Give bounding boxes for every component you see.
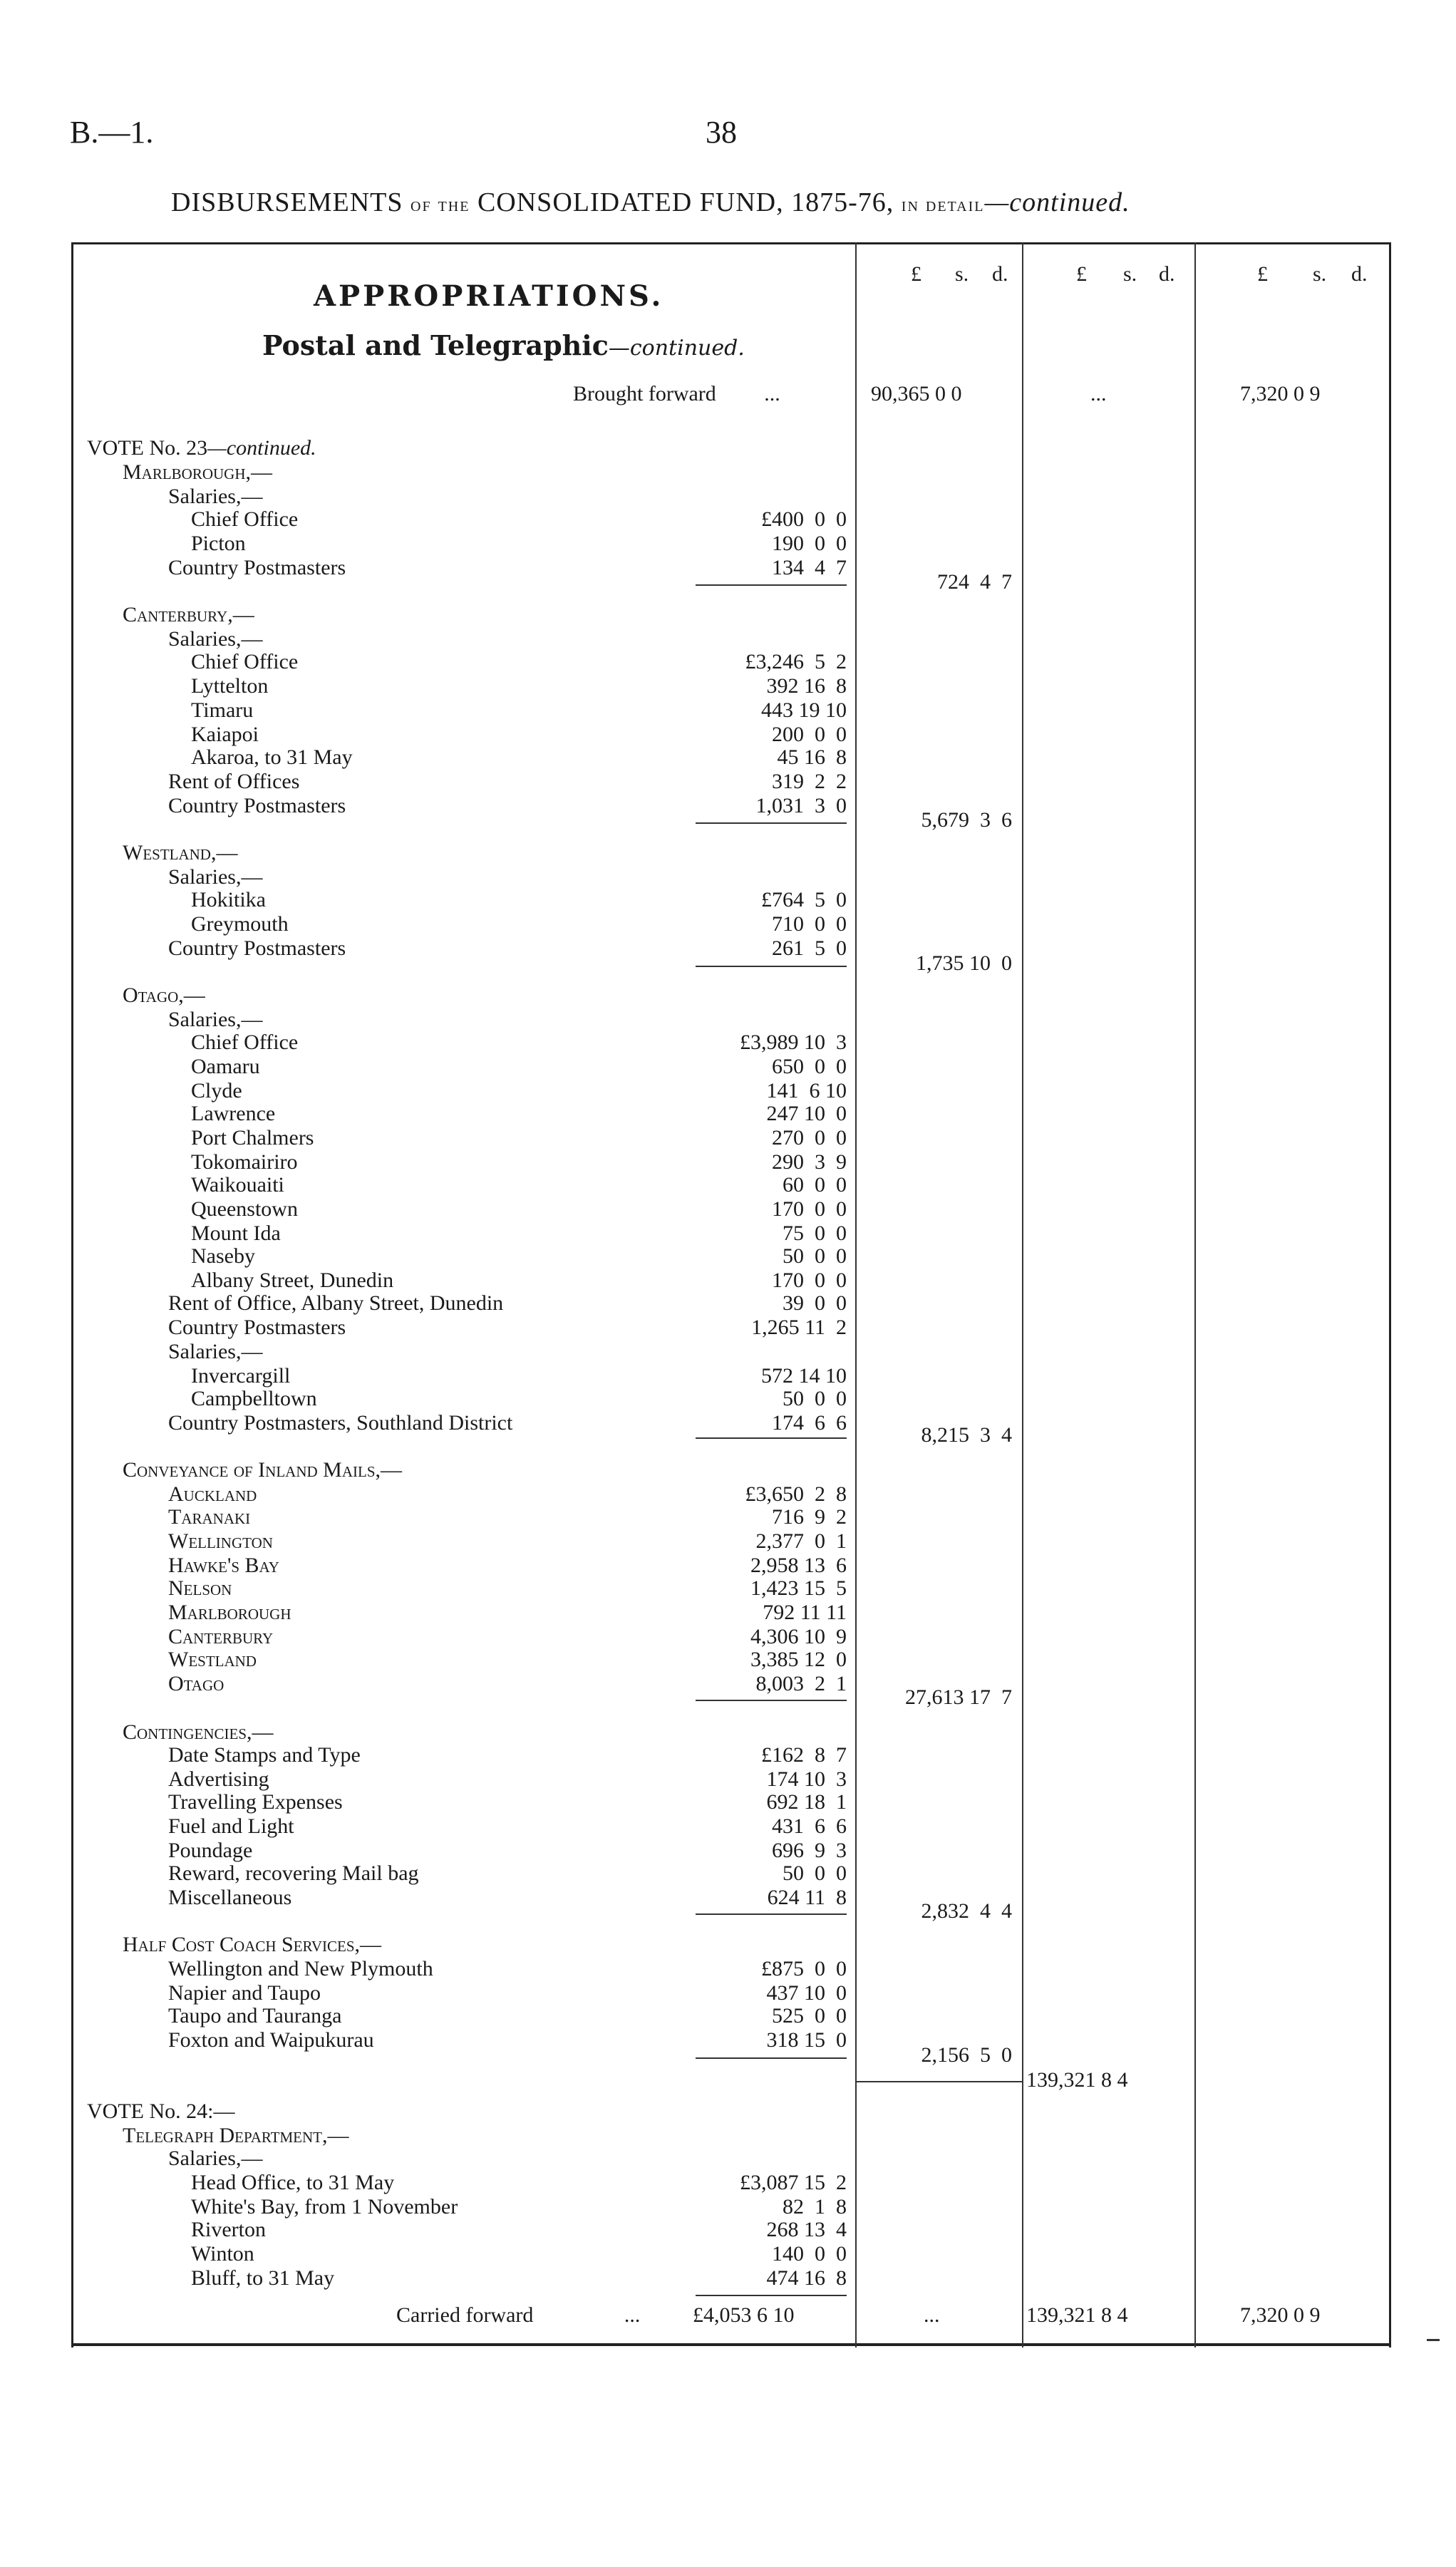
line-amount: £3,087 15 2: [740, 2171, 847, 2194]
subtotal-value: 724 4 7: [937, 570, 1012, 594]
line-label: Albany Street, Dunedin: [191, 1269, 394, 1292]
line-amount: 270 0 0: [772, 1126, 847, 1150]
line-label: Salaries,—: [168, 865, 263, 889]
line-label: Taranaki: [168, 1505, 251, 1529]
col2-pence-header: d.: [1159, 262, 1175, 286]
title-continued: —continued.: [984, 187, 1130, 217]
line-amount: 170 0 0: [772, 1269, 847, 1292]
line-label: Winton: [191, 2242, 254, 2266]
line-label: Country Postmasters: [168, 556, 346, 579]
line-label: VOTE No. 24:—: [87, 2099, 235, 2123]
line-label: Conveyance of Inland Mails,—: [123, 1458, 403, 1482]
line-amount: 60 0 0: [783, 1173, 847, 1197]
line-label: Telegraph Department,—: [123, 2124, 349, 2147]
line-amount: 1,265 11 2: [751, 1316, 847, 1339]
line-label: Fuel and Light: [168, 1814, 294, 1838]
brought-forward-col1: 90,365 0 0: [871, 382, 962, 406]
rule-westland: [696, 966, 847, 967]
line-amount: 650 0 0: [772, 1055, 847, 1078]
line-label: VOTE No. 23—continued.: [87, 436, 316, 460]
line-label: Rent of Office, Albany Street, Dunedin: [168, 1291, 504, 1315]
line-amount: 431 6 6: [772, 1814, 847, 1838]
carried-forward-col3: 7,320 0 9: [1240, 2303, 1321, 2327]
line-label: Canterbury: [168, 1625, 274, 1648]
line-amount: 696 9 3: [772, 1839, 847, 1862]
subtotal-value: 5,679 3 6: [921, 808, 1012, 832]
rule-canterbury: [696, 822, 847, 824]
rule-contingencies: [696, 1913, 847, 1915]
line-amount: 1,423 15 5: [750, 1576, 847, 1600]
line-label: Campbelltown: [191, 1387, 317, 1410]
line-label: Date Stamps and Type: [168, 1743, 361, 1767]
line-amount: 39 0 0: [783, 1291, 847, 1315]
line-amount: £3,650 2 8: [745, 1482, 847, 1506]
title-main: DISBURSEMENTS: [171, 187, 403, 217]
line-label: Head Office, to 31 May: [191, 2171, 395, 2194]
rule-marlborough: [696, 584, 847, 586]
line-amount: 710 0 0: [772, 912, 847, 936]
line-label: Half Cost Coach Services,—: [123, 1933, 382, 1956]
carried-forward-col1: ...: [924, 2303, 940, 2327]
line-amount: 474 16 8: [766, 2266, 847, 2290]
line-label: Clyde: [191, 1079, 242, 1102]
line-label: Country Postmasters: [168, 794, 346, 817]
brought-forward-col3: 7,320 0 9: [1240, 382, 1321, 406]
line-label: Lawrence: [191, 1102, 276, 1125]
line-amount: 572 14 10: [761, 1364, 847, 1388]
line-label: Waikouaiti: [191, 1173, 284, 1197]
carried-forward-amount: £4,053 6 10: [693, 2303, 795, 2327]
line-label: Lyttelton: [191, 674, 269, 698]
line-amount: 792 11 11: [763, 1601, 847, 1624]
col2-shilling-header: s.: [1123, 262, 1137, 286]
line-label: Salaries,—: [168, 627, 263, 651]
line-label: Oamaru: [191, 1055, 260, 1078]
line-amount: 141 6 10: [766, 1079, 847, 1102]
line-amount: 75 0 0: [783, 1221, 847, 1245]
line-label: Wellington: [168, 1529, 273, 1553]
line-amount: 2,958 13 6: [750, 1554, 847, 1577]
rule-vote23-total: [855, 2081, 1023, 2082]
line-label: Country Postmasters, Southland District: [168, 1411, 513, 1435]
section-heading: APPROPRIATIONS.: [314, 279, 664, 313]
carried-forward-col2: 139,321 8 4: [1026, 2303, 1128, 2327]
line-label: Country Postmasters: [168, 936, 346, 960]
line-label: Akaroa, to 31 May: [191, 745, 353, 769]
line-amount: 437 10 0: [766, 1981, 847, 2005]
line-label: Queenstown: [191, 1197, 298, 1221]
col3-shilling-header: s.: [1313, 262, 1327, 286]
line-label: Napier and Taupo: [168, 1981, 321, 2005]
title-in-detail: in detail: [901, 194, 985, 216]
line-amount: £3,246 5 2: [745, 650, 847, 673]
line-amount: 443 19 10: [761, 698, 847, 722]
line-amount: 1,031 3 0: [755, 794, 847, 817]
line-label: Marlborough,—: [123, 460, 273, 484]
line-label: Taupo and Tauranga: [168, 2004, 342, 2028]
subtotal-value: 8,215 3 4: [921, 1423, 1012, 1447]
line-label: Chief Office: [191, 507, 299, 531]
line-amount: 170 0 0: [772, 1197, 847, 1221]
line-amount: 525 0 0: [772, 2004, 847, 2028]
line-label: Miscellaneous: [168, 1886, 292, 1909]
line-amount: 268 13 4: [766, 2218, 847, 2241]
line-label: Hawke's Bay: [168, 1554, 279, 1577]
line-amount: 716 9 2: [772, 1505, 847, 1529]
line-amount: 50 0 0: [783, 1387, 847, 1410]
line-amount: £764 5 0: [761, 888, 847, 911]
line-label: Otago,—: [123, 983, 205, 1007]
line-label: Canterbury,—: [123, 603, 254, 626]
line-label: White's Bay, from 1 November: [191, 2195, 458, 2219]
line-amount: 174 6 6: [772, 1411, 847, 1435]
page-number: 38: [706, 115, 737, 150]
carried-forward-label: Carried forward ...: [396, 2303, 641, 2327]
line-label: Westland: [168, 1648, 257, 1671]
subtotal-value: 2,832 4 4: [921, 1899, 1012, 1923]
line-label: Timaru: [191, 698, 254, 722]
line-label: Reward, recovering Mail bag: [168, 1861, 419, 1885]
line-amount: 247 10 0: [766, 1102, 847, 1125]
line-amount: 392 16 8: [766, 674, 847, 698]
column-divider-1: [855, 242, 857, 2348]
line-amount: £875 0 0: [761, 1957, 847, 1980]
line-amount: 3,385 12 0: [750, 1648, 847, 1671]
line-label: Picton: [191, 532, 246, 555]
line-amount: 2,377 0 1: [755, 1529, 847, 1553]
line-amount: 45 16 8: [777, 745, 847, 769]
title-of-the: of the: [411, 194, 470, 216]
line-label: Country Postmasters: [168, 1316, 346, 1339]
line-amount: 190 0 0: [772, 532, 847, 555]
col3-pound-header: £: [1257, 262, 1268, 286]
line-amount: 624 11 8: [767, 1886, 847, 1909]
line-amount: 82 1 8: [783, 2195, 847, 2219]
line-label: Auckland: [168, 1482, 257, 1506]
rule-coach-services: [696, 2057, 847, 2059]
brought-forward-text: Brought forward: [573, 382, 716, 406]
line-amount: 134 4 7: [772, 556, 847, 579]
line-amount: 290 3 9: [772, 1150, 847, 1174]
subtotal-value: 2,156 5 0: [921, 2043, 1012, 2067]
line-amount: 261 5 0: [772, 936, 847, 960]
line-label: Chief Office: [191, 1031, 299, 1054]
col1-pound-header: £: [911, 262, 921, 286]
line-label: Salaries,—: [168, 1008, 263, 1031]
page-title: [171, 187, 1130, 218]
title-fund: CONSOLIDATED FUND, 1875-76,: [477, 187, 894, 217]
subheading-text: Postal and Telegraphic: [262, 329, 609, 361]
line-label: Marlborough: [168, 1601, 291, 1624]
document-code: B.—1.: [70, 115, 154, 150]
line-amount: 174 10 3: [766, 1767, 847, 1791]
line-amount: £162 8 7: [761, 1743, 847, 1767]
table-bottom-rule: [71, 2343, 1391, 2346]
line-label: Kaiapoi: [191, 723, 259, 746]
line-label: Nelson: [168, 1576, 232, 1600]
col1-shilling-header: s.: [955, 262, 969, 286]
line-label: Mount Ida: [191, 1221, 281, 1245]
col3-pence-header: d.: [1351, 262, 1368, 286]
line-label: Chief Office: [191, 650, 299, 673]
col2-pound-header: £: [1076, 262, 1087, 286]
line-label: Contingencies,—: [123, 1720, 274, 1744]
line-label: Salaries,—: [168, 2147, 263, 2170]
line-amount: 4,306 10 9: [750, 1625, 847, 1648]
col1-pence-header: d.: [992, 262, 1008, 286]
line-amount: £3,989 10 3: [740, 1031, 847, 1054]
rule-inland-mails: [696, 1700, 847, 1701]
line-label: Tokomairiro: [191, 1150, 298, 1174]
line-label: Westland,—: [123, 841, 238, 864]
vote23-total: 139,321 8 4: [1026, 2068, 1128, 2092]
margin-mark: [1427, 2339, 1440, 2341]
line-label: Hokitika: [191, 888, 266, 911]
line-label: Naseby: [191, 1244, 255, 1268]
rule-otago: [696, 1437, 847, 1439]
line-label: Otago: [168, 1672, 224, 1695]
rule-telegraph: [696, 2295, 847, 2296]
line-amount: 50 0 0: [783, 1244, 847, 1268]
line-amount: 140 0 0: [772, 2242, 847, 2266]
line-amount: 50 0 0: [783, 1861, 847, 1885]
section-subheading: [262, 329, 745, 361]
line-amount: 200 0 0: [772, 723, 847, 746]
line-label: Travelling Expenses: [168, 1790, 343, 1814]
line-label: Port Chalmers: [191, 1126, 314, 1150]
line-label: Poundage: [168, 1839, 253, 1862]
line-amount: 318 15 0: [766, 2028, 847, 2052]
line-label: Wellington and New Plymouth: [168, 1957, 433, 1980]
line-label: Salaries,—: [168, 1340, 263, 1363]
line-label: Advertising: [168, 1767, 269, 1791]
line-label: Rent of Offices: [168, 770, 300, 793]
line-amount: 319 2 2: [772, 770, 847, 793]
subtotal-value: 1,735 10 0: [916, 951, 1012, 975]
line-label: Riverton: [191, 2218, 266, 2241]
brought-forward-col2: ...: [1090, 382, 1107, 406]
line-amount: £400 0 0: [761, 507, 847, 531]
line-amount: 692 18 1: [766, 1790, 847, 1814]
line-label: Salaries,—: [168, 485, 263, 508]
line-amount: 8,003 2 1: [755, 1672, 847, 1695]
line-label: Invercargill: [191, 1364, 291, 1388]
brought-forward-label: Brought forward ...: [573, 382, 780, 406]
line-label: Greymouth: [191, 912, 289, 936]
line-label: Bluff, to 31 May: [191, 2266, 335, 2290]
subtotal-value: 27,613 17 7: [905, 1685, 1012, 1709]
column-divider-2: [1022, 242, 1023, 2348]
carried-forward-text: Carried forward: [396, 2303, 534, 2327]
column-divider-3: [1194, 242, 1196, 2348]
line-label: Foxton and Waipukurau: [168, 2028, 374, 2052]
subheading-suffix: —continued.: [608, 336, 745, 361]
